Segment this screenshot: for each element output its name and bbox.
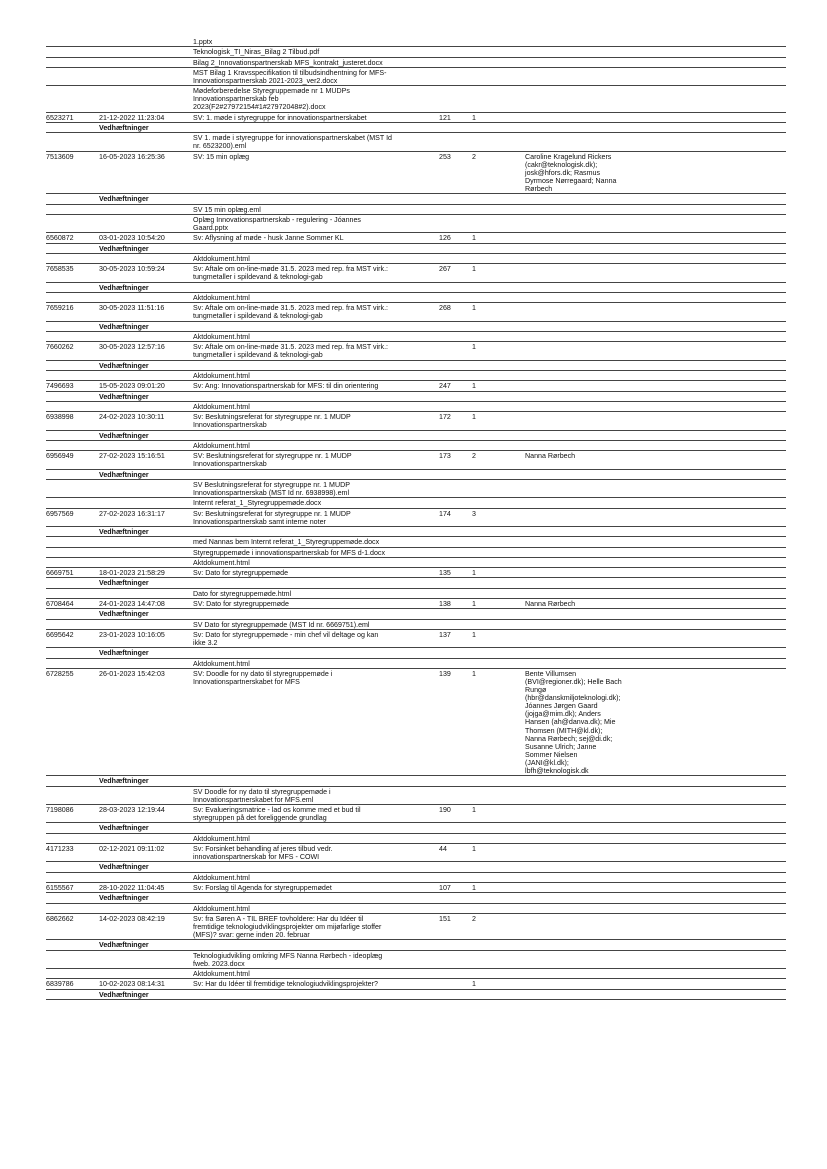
- attachments-label: Vedhæftninger: [99, 894, 149, 903]
- attachments-label-row: [46, 578, 786, 588]
- message-subject: SV: Dato for styregruppemøde: [193, 600, 289, 608]
- attachment-filename: Aktdokument.html: [193, 333, 250, 341]
- message-number: 139: [439, 669, 451, 678]
- message-subject: Sv: Evalueringsmatrice - lad os komme med et bud til styregruppen på det foreliggende grundlag: [193, 806, 361, 823]
- attachment-filename: Teknologiudvikling omkring MFS Nanna Rørbech - ideoplæg fweb. 2023.docx: [193, 951, 383, 968]
- attachment-filename: Internt referat_1_Styregruppemøde.docx: [193, 499, 322, 508]
- attachments-label: Vedhæftninger: [99, 649, 149, 658]
- attachment-filename: Dato for styregruppemøde.html: [193, 589, 292, 598]
- attachment-filename: Aktdokument.html: [193, 294, 250, 303]
- attachments-label: Vedhæftninger: [99, 124, 149, 133]
- attachments-label: Vedhæftninger: [99, 863, 149, 872]
- message-date: 16-05-2023 16:25:36: [99, 152, 165, 161]
- message-number: 151: [439, 914, 451, 923]
- document-id: 7659216: [46, 304, 74, 313]
- document-id: 6560872: [46, 234, 74, 243]
- attachment-filename: Bilag 2_Innovationspartnerskab MFS_kontrakt_justeret.docx: [193, 58, 383, 67]
- attachment-filename: Teknologisk_TI_Niras_Bilag 2 Tilbud.pdf: [193, 48, 320, 57]
- attachment-row: [46, 47, 786, 57]
- attachment-filename: Aktdokument.html: [193, 834, 250, 843]
- document-id: 6708464: [46, 600, 74, 608]
- message-number: 174: [439, 509, 451, 518]
- message-date: 28-03-2023 12:19:44: [99, 806, 165, 815]
- message-subject: Sv: Ang: Innovationspartnerskab for MFS: til din orientering: [193, 382, 379, 391]
- message-count: 2: [472, 452, 476, 461]
- message-number: 137: [439, 630, 451, 639]
- attachments-label-row: [46, 322, 786, 332]
- attachment-row: [46, 86, 786, 113]
- message-count: 1: [472, 569, 476, 578]
- message-recipients: Nanna Rørbech: [525, 452, 576, 461]
- message-date: 27-02-2023 15:16:51: [99, 452, 165, 461]
- message-row: [46, 233, 786, 243]
- attachments-label-row: [46, 470, 786, 480]
- attachments-label-row: [46, 431, 786, 441]
- message-date: 03-01-2023 10:54:20: [99, 234, 165, 243]
- attachment-row: [46, 787, 786, 805]
- message-count: 2: [472, 914, 476, 923]
- message-subject: SV: Beslutningsreferat for styregruppe nr. 1 MUDP Innovationspartnerskab: [193, 452, 352, 469]
- attachments-label-row: [46, 990, 786, 1000]
- message-count: 1: [472, 630, 476, 639]
- message-row: [46, 342, 786, 360]
- attachments-label-row: [46, 244, 786, 254]
- message-count: 2: [472, 152, 476, 161]
- message-count: 1: [472, 884, 476, 893]
- message-row: [46, 844, 786, 862]
- message-date: 27-02-2023 16:31:17: [99, 509, 165, 518]
- attachment-filename: Aktdokument.html: [193, 970, 250, 979]
- attachment-row: [46, 58, 786, 68]
- message-date: 28-10-2022 11:04:45: [99, 884, 165, 893]
- message-date: 02-12-2021 09:11:02: [99, 845, 165, 854]
- message-count: 1: [472, 600, 476, 608]
- journal-table: [46, 37, 786, 1000]
- document-id: 7496693: [46, 382, 74, 391]
- attachment-filename: Styregruppemøde i innovationspartnerskab for MFS d-1.docx: [193, 548, 386, 557]
- message-row: [46, 599, 786, 609]
- message-subject: Sv: Aftale om on-line-møde 31.5. 2023 med rep. fra MST virk.: tungmetaller i spildevand & teknologi-gab: [193, 304, 389, 321]
- attachment-row: [46, 205, 786, 215]
- message-row: [46, 412, 786, 430]
- attachment-filename: SV 1. møde i styregruppe for innovationspartnerskabet (MST Id nr. 6523200).eml: [193, 134, 392, 151]
- message-count: 1: [472, 343, 476, 352]
- message-count: 1: [472, 413, 476, 422]
- message-row: [46, 264, 786, 282]
- document-id: 6155567: [46, 884, 74, 893]
- attachments-label-row: [46, 648, 786, 658]
- attachments-label-row: [46, 862, 786, 872]
- attachment-filename: SV 15 min oplæg.eml: [193, 205, 261, 214]
- attachment-filename: Aktdokument.html: [193, 371, 250, 380]
- message-count: 1: [472, 304, 476, 313]
- message-date: 10-02-2023 08:14:31: [99, 980, 165, 989]
- message-number: 173: [439, 452, 451, 461]
- attachment-row: [46, 68, 786, 86]
- attachments-label: Vedhæftninger: [99, 283, 149, 292]
- message-row: [46, 883, 786, 893]
- document-id: 6728255: [46, 669, 74, 678]
- attachment-filename: MST Bilag 1 Kravsspecifikation til tilbudsindhentning for MFS- Innovationspartnerskab 2021-2023_ver2.docx: [193, 68, 387, 85]
- attachment-filename: 1.pptx: [193, 38, 213, 46]
- message-number: 253: [439, 152, 451, 161]
- message-row: [46, 381, 786, 391]
- document-id: 6839786: [46, 980, 74, 989]
- attachment-row: [46, 293, 786, 303]
- message-subject: Sv: Aftale om on-line-møde 31.5. 2023 med rep. fra MST virk.: tungmetaller i spildevand & teknologi-gab: [193, 343, 389, 360]
- message-subject: Sv: Forslag til Agenda for styregruppemødet: [193, 884, 332, 893]
- attachments-label: Vedhæftninger: [99, 777, 149, 786]
- message-subject: SV: 1. møde i styregruppe for innovationspartnerskabet: [193, 113, 367, 122]
- attachment-row: [46, 548, 786, 558]
- attachment-row: [46, 659, 786, 669]
- attachment-filename: Oplæg Innovationspartnerskab - regulering - Jóannes Gaard.pptx: [193, 216, 361, 233]
- message-number: 121: [439, 113, 451, 122]
- message-number: 107: [439, 884, 451, 893]
- message-subject: Sv: fra Søren A - TIL BREF tovholdere: Har du Idéer til fremtidige teknologiudviklingsprojekter om mijøfarlige stoffer (MFS)? svar: gerne inden 20. februar: [193, 914, 382, 940]
- attachments-label-row: [46, 823, 786, 833]
- message-subject: Sv: Forsinket behandling af jeres tilbud vedr. innovationspartnerskab for MFS - COWI: [193, 845, 333, 862]
- attachment-row: [46, 873, 786, 883]
- message-recipients: Nanna Rørbech: [525, 600, 576, 608]
- attachment-row: [46, 402, 786, 412]
- message-count: 1: [472, 806, 476, 815]
- message-row: [46, 669, 786, 777]
- message-subject: Sv: Aftale om on-line-møde 31.5. 2023 med rep. fra MST virk.: tungmetaller i spildevand & teknologi-gab: [193, 265, 389, 282]
- message-subject: Sv: Har du Idéer til fremtidige teknologiudviklingsprojekter?: [193, 980, 378, 989]
- attachment-filename: Aktdokument.html: [193, 904, 250, 913]
- message-date: 30-05-2023 12:57:16: [99, 343, 165, 352]
- document-id: 6957569: [46, 509, 74, 518]
- attachments-label: Vedhæftninger: [99, 244, 149, 253]
- message-date: 30-05-2023 11:51:16: [99, 304, 165, 313]
- attachment-filename: Aktdokument.html: [193, 402, 250, 411]
- attachments-label: Vedhæftninger: [99, 361, 149, 370]
- attachment-row: [46, 441, 786, 451]
- document-id: 6956949: [46, 452, 74, 461]
- attachments-label: Vedhæftninger: [99, 527, 149, 536]
- message-number: 172: [439, 413, 451, 422]
- attachment-filename: SV Beslutningsreferat for styregruppe nr. 1 MUDP Innovationspartnerskab (MST Id nr. 6938998).eml: [193, 480, 350, 497]
- attachments-label-row: [46, 893, 786, 903]
- message-count: 1: [472, 234, 476, 243]
- attachment-row: [46, 834, 786, 844]
- message-subject: SV: 15 min oplæg: [193, 152, 250, 161]
- attachments-label: Vedhæftninger: [99, 470, 149, 479]
- document-id: 7660262: [46, 343, 74, 352]
- attachments-label: Vedhæftninger: [99, 392, 149, 401]
- message-date: 26-01-2023 15:42:03: [99, 669, 165, 678]
- message-date: 30-05-2023 10:59:24: [99, 265, 165, 274]
- message-subject: Sv: Beslutningsreferat for styregruppe nr. 1 MUDP Innovationspartnerskab samt interne noter: [193, 509, 351, 526]
- message-number: 267: [439, 265, 451, 274]
- attachments-label-row: [46, 776, 786, 786]
- attachment-filename: SV Doodle for ny dato til styregruppemøde i Innovationspartnerskabet for MFS.eml: [193, 787, 331, 804]
- message-subject: Sv: Dato for styregruppemøde: [193, 569, 289, 578]
- message-date: 21-12-2022 11:23:04: [99, 113, 165, 122]
- attachments-label: Vedhæftninger: [99, 610, 149, 619]
- attachment-filename: Aktdokument.html: [193, 659, 250, 668]
- message-row: [46, 805, 786, 823]
- attachment-row: [46, 480, 786, 498]
- message-recipients: Caroline Kragelund Rickers (cakr@teknologisk.dk); josk@hfors.dk; Rasmus Dyrmose Nørregaard; Nanna Rørbech: [525, 152, 617, 194]
- message-row: [46, 113, 786, 123]
- attachments-label: Vedhæftninger: [99, 941, 149, 950]
- document-id: 6669751: [46, 569, 74, 578]
- attachment-row: [46, 969, 786, 979]
- attachment-filename: Mødeforberedelse Styregruppemøde nr 1 MUDPs Innovationspartnerskab feb 2023(F2#27972154#1#27972048#2).docx: [193, 87, 350, 112]
- attachment-row: [46, 589, 786, 599]
- attachments-label-row: [46, 392, 786, 402]
- attachments-label-row: [46, 123, 786, 133]
- message-number: 138: [439, 600, 451, 608]
- message-number: 268: [439, 304, 451, 313]
- document-id: 7658535: [46, 265, 74, 274]
- attachment-filename: SV Dato for styregruppemøde (MST Id nr. 6669751).eml: [193, 620, 370, 629]
- attachment-row: [46, 498, 786, 508]
- message-subject: Sv: Aflysning af møde - husk Janne Sommer KL: [193, 234, 344, 243]
- attachment-row: [46, 620, 786, 630]
- message-row: [46, 303, 786, 321]
- attachments-label: Vedhæftninger: [99, 990, 149, 999]
- message-date: 23-01-2023 10:16:05: [99, 630, 165, 639]
- message-number: 135: [439, 569, 451, 578]
- message-date: 15-05-2023 09:01:20: [99, 382, 165, 391]
- message-row: [46, 152, 786, 195]
- message-date: 24-02-2023 10:30:11: [99, 413, 165, 422]
- message-row: [46, 979, 786, 989]
- attachments-label-row: [46, 940, 786, 950]
- attachment-row: [46, 332, 786, 342]
- message-recipients: Bente Villumsen (BVI@regioner.dk); Helle Bach Rungø (hbr@danskmiljoteknologi.dk); Jóannes Jørgen Gaard (jojga@mim.dk); Anders Hansen (ah@danva.dk); Mie Thomsen (MITH@kl.dk); Nanna Rørbech; sej@di.dk; Susanne Ulrich; Janne Sommer Nielsen (JANI@kl.dk); lbfh@teknologisk.dk: [525, 669, 622, 775]
- message-date: 14-02-2023 08:42:19: [99, 914, 165, 923]
- attachments-label-row: [46, 609, 786, 619]
- attachments-label: Vedhæftninger: [99, 195, 149, 204]
- attachment-row: [46, 371, 786, 381]
- attachments-label-row: [46, 527, 786, 537]
- attachments-label: Vedhæftninger: [99, 579, 149, 588]
- document-id: 4171233: [46, 845, 74, 854]
- attachment-row: [46, 254, 786, 264]
- attachments-label: Vedhæftninger: [99, 322, 149, 331]
- attachment-row: [46, 558, 786, 568]
- message-date: 24-01-2023 14:47:08: [99, 600, 165, 608]
- attachment-row: [46, 133, 786, 151]
- message-number: 190: [439, 806, 451, 815]
- attachment-row: [46, 215, 786, 233]
- attachment-filename: Aktdokument.html: [193, 441, 250, 450]
- message-subject: Sv: Beslutningsreferat for styregruppe nr. 1 MUDP Innovationspartnerskab: [193, 413, 351, 430]
- message-count: 1: [472, 265, 476, 274]
- message-number: 44: [439, 845, 447, 854]
- attachment-filename: Aktdokument.html: [193, 873, 250, 882]
- message-row: [46, 509, 786, 527]
- attachments-label-row: [46, 194, 786, 204]
- attachments-label: Vedhæftninger: [99, 824, 149, 833]
- message-count: 1: [472, 113, 476, 122]
- attachment-filename: Aktdokument.html: [193, 558, 250, 567]
- message-count: 1: [472, 980, 476, 989]
- attachment-filename: Aktdokument.html: [193, 255, 250, 264]
- attachment-row: [46, 537, 786, 547]
- attachments-label: Vedhæftninger: [99, 431, 149, 440]
- message-subject: SV: Doodle for ny dato til styregruppemøde i Innovationspartnerskabet for MFS: [193, 669, 333, 686]
- attachments-label-row: [46, 361, 786, 371]
- message-row: [46, 451, 786, 469]
- message-number: 126: [439, 234, 451, 243]
- message-count: 1: [472, 669, 476, 678]
- message-count: 1: [472, 382, 476, 391]
- attachment-row: [46, 37, 786, 47]
- attachment-row: [46, 904, 786, 914]
- message-subject: Sv: Dato for styregruppemøde - min chef vil deltage og kan ikke 3.2: [193, 630, 379, 647]
- attachment-filename: med Nannas bem Internt referat_1_Styregruppemøde.docx: [193, 538, 380, 547]
- message-count: 1: [472, 845, 476, 854]
- message-count: 3: [472, 509, 476, 518]
- document-id: 6862662: [46, 914, 74, 923]
- attachments-label-row: [46, 283, 786, 293]
- message-date: 18-01-2023 21:58:29: [99, 569, 165, 578]
- document-id: 6523271: [46, 113, 74, 122]
- attachment-row: [46, 951, 786, 969]
- message-row: [46, 914, 786, 941]
- document-id: 6938998: [46, 413, 74, 422]
- document-id: 6695642: [46, 630, 74, 639]
- message-row: [46, 568, 786, 578]
- message-number: 247: [439, 382, 451, 391]
- document-id: 7198086: [46, 806, 74, 815]
- message-row: [46, 630, 786, 648]
- document-id: 7513609: [46, 152, 74, 161]
